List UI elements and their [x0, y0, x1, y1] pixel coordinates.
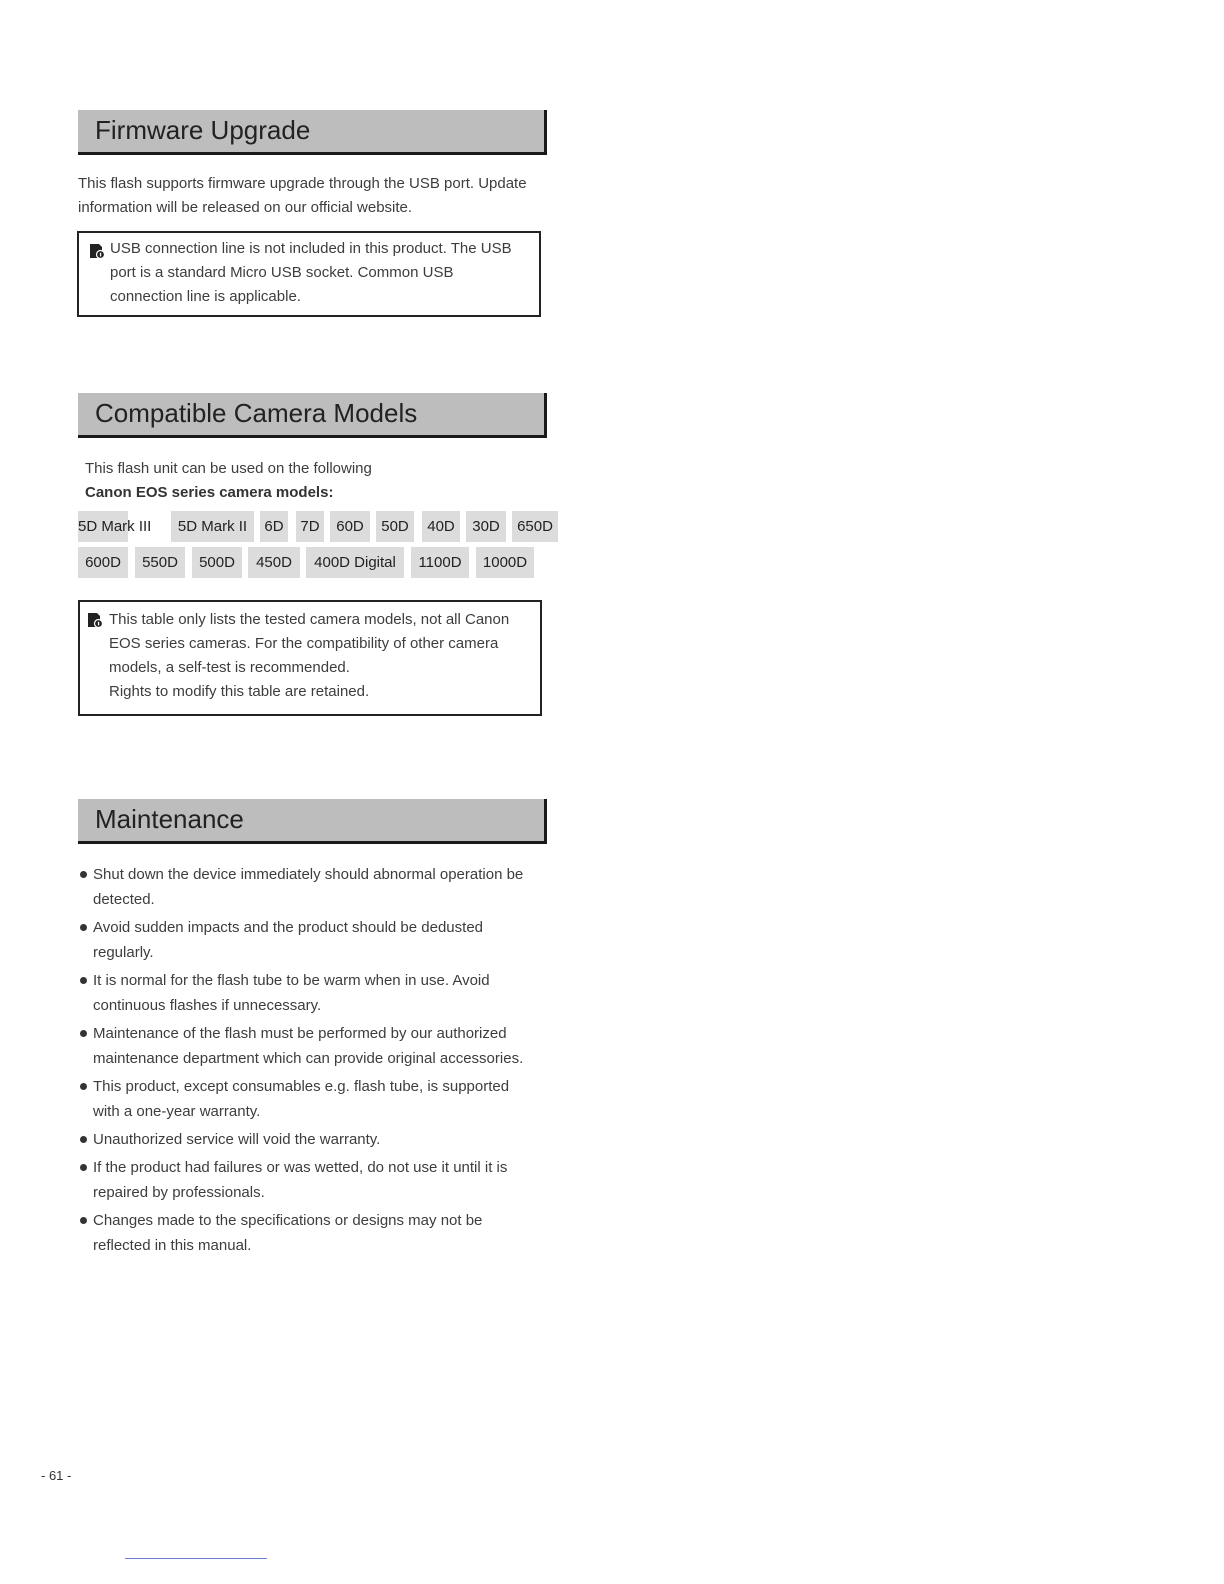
page-number: - 61 -: [41, 1468, 72, 1483]
model-chip: 40D: [422, 511, 460, 542]
model-chip: 650D: [512, 511, 558, 542]
list-item: [78, 862, 548, 912]
list-item-line: Shut down the device immediately should abnormal operation be: [93, 866, 524, 883]
list-item-line: This product, except consumables e.g. flash tube, is supported: [93, 1078, 510, 1095]
maintenance-section-title: Maintenance: [95, 804, 244, 834]
firmware-note-text: [110, 237, 529, 309]
firmware-section-header: [78, 110, 547, 155]
list-item-line: Avoid sudden impacts and the product should be dedusted: [93, 919, 483, 936]
model-chip: 550D: [135, 547, 185, 578]
compatible-section-title: Compatible Camera Models: [95, 398, 418, 428]
model-chip: 30D: [466, 511, 506, 542]
list-item-line: detected.: [93, 891, 155, 908]
list-item-line: reflected in this manual.: [93, 1237, 252, 1254]
bullet-icon: [80, 1164, 87, 1171]
note-line: port is a standard Micro USB socket. Common USB: [110, 264, 454, 281]
list-item: [78, 1127, 548, 1152]
model-chip: 50D: [376, 511, 414, 542]
note-line: EOS series cameras. For the compatibility of other camera: [109, 635, 499, 652]
bullet-icon: [80, 1217, 87, 1224]
list-item-line: with a one-year warranty.: [93, 1103, 261, 1120]
list-item: [78, 1021, 548, 1071]
maintenance-list: [78, 862, 548, 1261]
model-chip: 1000D: [476, 547, 534, 578]
list-item: [78, 1155, 548, 1205]
model-chip: 6D: [260, 511, 288, 542]
firmware-note-box: [77, 231, 541, 317]
model-chip: 1100D: [411, 547, 469, 578]
model-chip: 600D: [78, 547, 128, 578]
list-item: [78, 1208, 548, 1258]
list-item-line: If the product had failures or was wetted, do not use it until it is: [93, 1159, 508, 1176]
firmware-intro: [78, 172, 558, 220]
model-chip: 500D: [192, 547, 242, 578]
compatible-note-text: [109, 608, 530, 704]
maintenance-section-header: [78, 799, 547, 844]
compatible-section-header: [78, 393, 547, 438]
firmware-intro-line: information will be released on our official website.: [78, 199, 413, 216]
bullet-icon: [80, 1030, 87, 1037]
list-item-line: maintenance department which can provide original accessories.: [93, 1050, 524, 1067]
model-chip: 7D: [296, 511, 324, 542]
compatible-intro-bold: Canon EOS series camera models:: [85, 484, 334, 501]
bullet-icon: [80, 1083, 87, 1090]
list-item-line: It is normal for the flash tube to be warm when in use. Avoid: [93, 972, 490, 989]
model-chip: 60D: [330, 511, 370, 542]
model-chip: 5D Mark II: [171, 511, 254, 542]
compatible-intro-line: This flash unit can be used on the following: [85, 460, 372, 477]
model-chip: 450D: [248, 547, 300, 578]
info-note-icon: [87, 612, 103, 628]
bullet-icon: [80, 1136, 87, 1143]
bullet-icon: [80, 924, 87, 931]
note-line: Rights to modify this table are retained.: [109, 683, 370, 700]
list-item-line: Maintenance of the flash must be performed by our authorized: [93, 1025, 507, 1042]
footer-divider: [125, 1558, 267, 1559]
list-item-line: continuous flashes if unnecessary.: [93, 997, 322, 1014]
note-line: connection line is applicable.: [110, 288, 301, 305]
list-item: [78, 1074, 548, 1124]
bullet-icon: [80, 977, 87, 984]
compatible-note-box: [78, 600, 542, 716]
list-item: [78, 915, 548, 965]
list-item-line: Unauthorized service will void the warranty.: [93, 1131, 381, 1148]
note-line: models, a self-test is recommended.: [109, 659, 350, 676]
list-item-line: regularly.: [93, 944, 154, 961]
model-chip: 400D Digital: [306, 547, 404, 578]
firmware-section-title: Firmware Upgrade: [95, 115, 311, 145]
list-item: [78, 968, 548, 1018]
compatible-intro: [85, 457, 545, 505]
note-line: This table only lists the tested camera models, not all Canon: [109, 611, 510, 628]
list-item-line: repaired by professionals.: [93, 1184, 265, 1201]
firmware-intro-line: This flash supports firmware upgrade through the USB port. Update: [78, 175, 527, 192]
note-line: USB connection line is not included in this product. The USB: [110, 240, 512, 257]
info-note-icon: [89, 243, 105, 259]
model-chip: 5D Mark III: [78, 511, 128, 542]
bullet-icon: [80, 871, 87, 878]
list-item-line: Changes made to the specifications or designs may not be: [93, 1212, 483, 1229]
